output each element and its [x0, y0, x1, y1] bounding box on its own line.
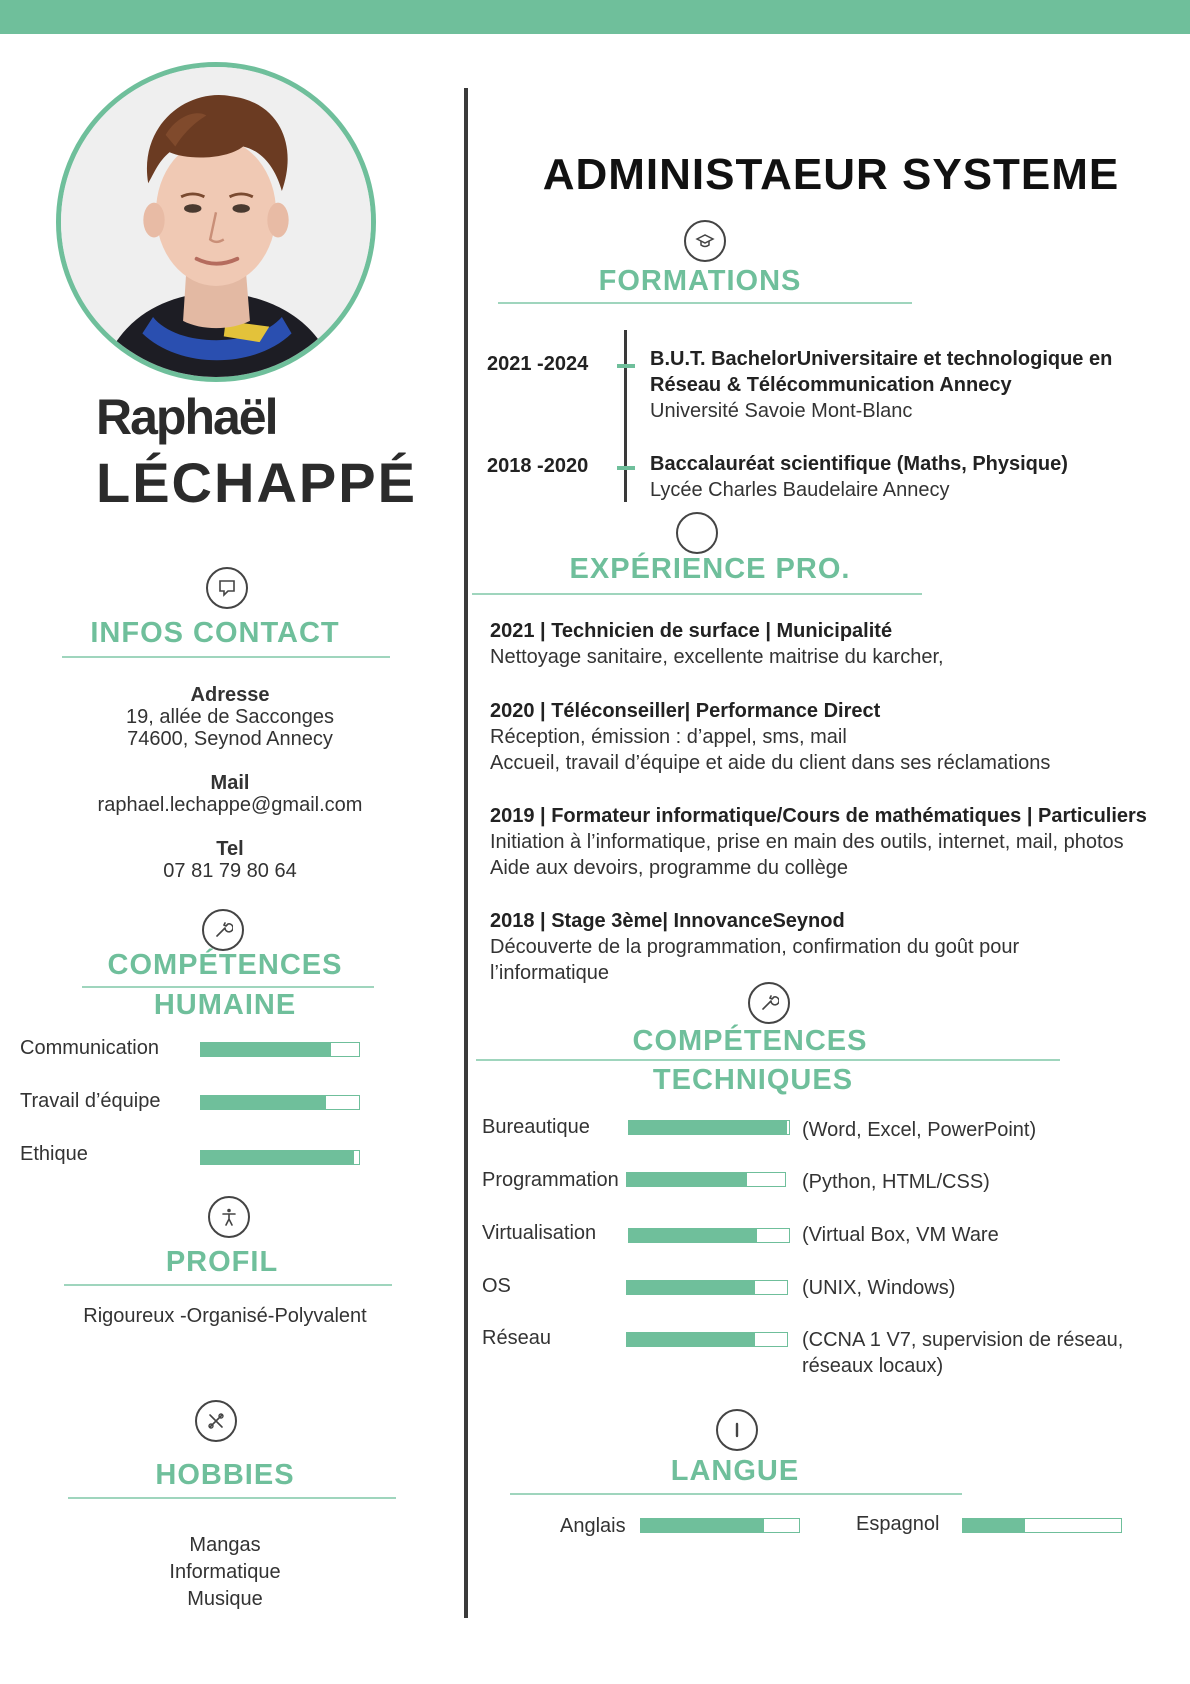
language-label: Anglais [560, 1515, 626, 1537]
tech-skill-bar [628, 1228, 790, 1243]
education-school: Université Savoie Mont-Blanc [650, 400, 913, 422]
experience-line: Accueil, travail d’équipe et aide du client dans ses réclamations [490, 752, 1051, 774]
first-name: Raphaël [96, 389, 277, 445]
soft-skill-bar [200, 1150, 360, 1165]
job-title: ADMINISTAEUR SYSTEME [542, 150, 1120, 199]
soft-skill-label: Ethique [20, 1143, 88, 1165]
tech-skill-desc: (UNIX, Windows) [802, 1277, 956, 1299]
briefcase-icon [676, 512, 718, 554]
experience-entry [490, 908, 1170, 986]
tech-skill-desc-line2: réseaux locaux) [802, 1355, 944, 1377]
language-label: Espagnol [856, 1513, 940, 1535]
hobby-item: Informatique [169, 1561, 281, 1583]
contact-section-title: INFOS CONTACT [90, 617, 340, 649]
experience-line: Réception, émission : d’appel, sms, mail [490, 726, 847, 748]
language-section-title: LANGUE [670, 1455, 800, 1487]
tech-skill-bar-fill [627, 1333, 755, 1346]
education-years: 2021 -2024 [487, 353, 589, 375]
experience-line: Nettoyage sanitaire, excellente maitrise du karcher, [490, 646, 944, 668]
last-name: LÉCHAPPÉ [96, 451, 417, 514]
experience-entry [490, 803, 1170, 881]
soft-skills-title-1: COMPÉTENCES [107, 949, 343, 981]
education-degree-line1: Baccalauréat scientifique (Maths, Physique) [650, 453, 1068, 475]
language-bar-fill [641, 1519, 764, 1532]
tel-value[interactable]: 07 81 79 80 64 [163, 860, 297, 882]
tech-skill-desc: (Python, HTML/CSS) [802, 1171, 990, 1193]
tech-skill-desc [802, 1327, 1123, 1379]
language-bar [640, 1518, 800, 1533]
soft-skills-title-2: HUMAINE [153, 989, 297, 1021]
tech-skills-title-1: COMPÉTENCES [632, 1025, 868, 1057]
education-section-title: FORMATIONS [598, 265, 802, 297]
tel-label: Tel [216, 838, 244, 860]
wrench-icon [202, 909, 244, 951]
profile-photo [56, 62, 376, 382]
education-degree-line2: Réseau & Télécommunication Annecy [650, 374, 1012, 396]
profile-section-title: PROFIL [165, 1246, 279, 1278]
hobby-item: Mangas [189, 1534, 261, 1556]
mail-value[interactable]: raphael.lechappe@gmail.com [97, 794, 363, 816]
hobbies-list [60, 1532, 390, 1613]
experience-header: 2020 | Téléconseiller| Performance Direct [490, 700, 881, 722]
experience-header: 2019 | Formateur informatique/Cours de mathématiques | Particuliers [490, 805, 1147, 827]
info-icon [716, 1409, 758, 1451]
experience-header: 2018 | Stage 3ème| InnovanceSeynod [490, 910, 845, 932]
tech-skill-label: Programmation [482, 1169, 619, 1191]
experience-entry [490, 698, 1170, 776]
timeline-tick [617, 466, 635, 470]
tech-skill-label: Virtualisation [482, 1222, 597, 1244]
soft-skill-bar-fill [201, 1043, 331, 1056]
tech-skills-title-2: TECHNIQUES [652, 1064, 854, 1096]
experience-divider [472, 593, 922, 595]
education-timeline [624, 330, 627, 502]
profile-text: Rigoureux -Organisé-Polyvalent [83, 1305, 367, 1327]
experience-line: Initiation à l’informatique, prise en main des outils, internet, mail, photos [490, 831, 1124, 853]
chat-icon [206, 567, 248, 609]
tech-skill-bar-fill [627, 1173, 747, 1186]
education-entry [650, 451, 1160, 503]
tech-skill-label: Bureautique [482, 1116, 590, 1138]
hobbies-divider [68, 1497, 396, 1499]
soft-skill-bar [200, 1095, 360, 1110]
soft-skill-bar [200, 1042, 360, 1057]
language-bar [962, 1518, 1122, 1533]
experience-line: l’informatique [490, 962, 609, 984]
tech-skill-bar-fill [629, 1121, 787, 1134]
address-line2: 74600, Seynod Annecy [127, 728, 333, 750]
tech-skill-bar [626, 1332, 788, 1347]
mail-label: Mail [210, 772, 250, 794]
accessibility-icon [208, 1196, 250, 1238]
education-years: 2018 -2020 [487, 455, 589, 477]
timeline-tick [617, 364, 635, 368]
experience-section-title: EXPÉRIENCE PRO. [569, 553, 851, 585]
contact-divider [62, 656, 390, 658]
mail-block [60, 772, 400, 816]
experience-line: Aide aux devoirs, programme du collège [490, 857, 848, 879]
tech-skill-desc: (Virtual Box, VM Ware [802, 1224, 999, 1246]
education-school: Lycée Charles Baudelaire Annecy [650, 479, 950, 501]
language-divider [510, 1493, 962, 1495]
portrait-illustration [61, 67, 371, 377]
column-divider [464, 88, 468, 1618]
graduation-icon [684, 220, 726, 262]
tools-cross-icon [195, 1400, 237, 1442]
experience-entry [490, 618, 1170, 670]
tel-block [60, 838, 400, 882]
tech-skill-bar [626, 1172, 786, 1187]
tech-skill-bar [628, 1120, 790, 1135]
tech-skill-desc-line1: (CCNA 1 V7, supervision de réseau, [802, 1329, 1124, 1351]
profile-divider [64, 1284, 392, 1286]
hobby-item: Musique [187, 1588, 263, 1610]
wrench-icon [748, 982, 790, 1024]
soft-skill-label: Travail d’équipe [20, 1090, 161, 1112]
soft-skill-bar-fill [201, 1096, 326, 1109]
education-entry [650, 346, 1160, 424]
address-line1: 19, allée de Sacconges [126, 706, 334, 728]
experience-header: 2021 | Technicien de surface | Municipalité [490, 620, 893, 642]
tech-skill-bar-fill [629, 1229, 757, 1242]
experience-line: Découverte de la programmation, confirmation du goût pour [490, 936, 1020, 958]
language-bar-fill [963, 1519, 1025, 1532]
tech-skill-label: OS [482, 1275, 511, 1297]
tech-skill-desc: (Word, Excel, PowerPoint) [802, 1119, 1037, 1141]
soft-skill-bar-fill [201, 1151, 354, 1164]
soft-skill-label: Communication [20, 1037, 159, 1059]
top-accent-bar [0, 0, 1190, 34]
tech-skill-bar [626, 1280, 788, 1295]
tech-skill-label: Réseau [482, 1327, 551, 1349]
education-divider [498, 302, 912, 304]
hobbies-section-title: HOBBIES [155, 1459, 295, 1491]
tech-skill-bar-fill [627, 1281, 755, 1294]
education-degree-line1: B.U.T. BachelorUniversitaire et technologique en [650, 348, 1113, 370]
address-block [60, 684, 400, 750]
address-label: Adresse [190, 684, 270, 706]
